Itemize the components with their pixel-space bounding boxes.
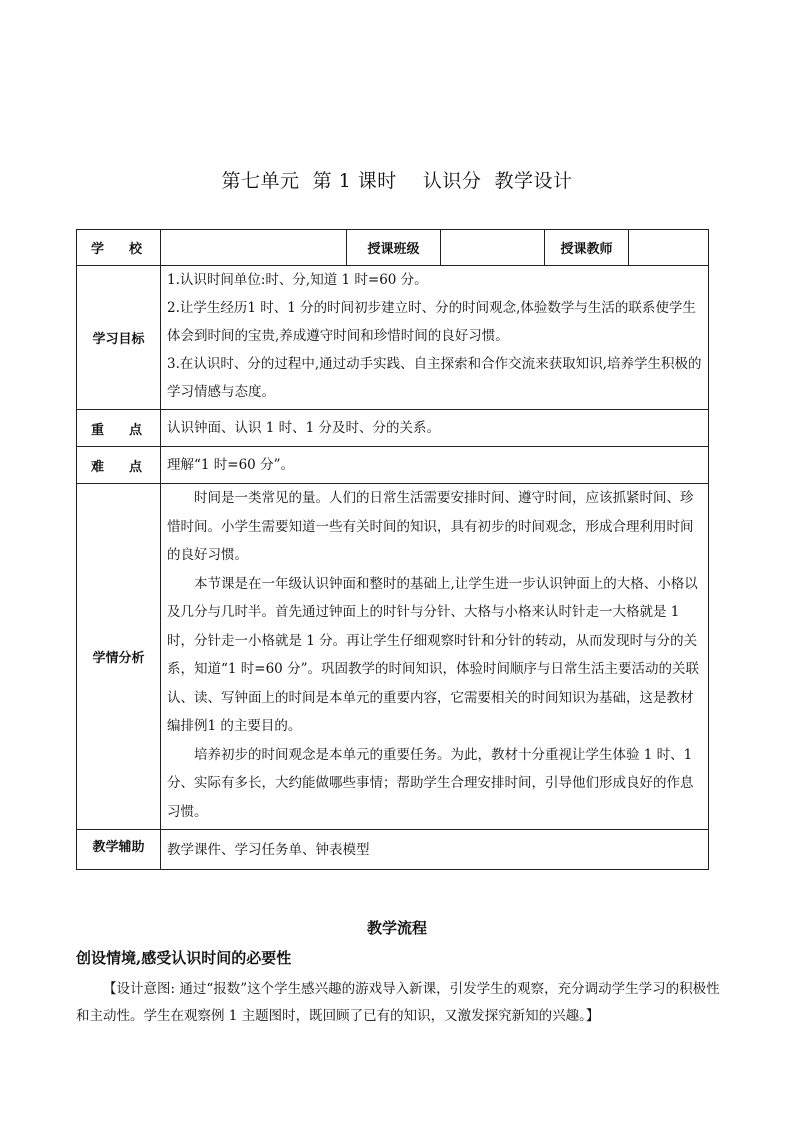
teaching-flow-title: 教学流程 — [366, 919, 427, 937]
aids-label: 教学辅助 — [77, 830, 161, 870]
key-point-label-a: 重 — [91, 422, 105, 438]
key-point-cell — [161, 410, 709, 447]
difficulty-label — [77, 456, 160, 475]
key-point-value: 认识钟面、认识 1 时、1 分及时、分的关系。 — [167, 420, 441, 436]
school-label — [77, 238, 160, 257]
goals-cell — [161, 266, 709, 410]
school-label-cell — [77, 230, 161, 266]
class-label: 授课班级 — [347, 230, 441, 266]
teacher-label: 授课教师 — [545, 230, 629, 266]
school-label-a: 学 — [91, 242, 105, 257]
analysis-paragraph: 时间是一类常见的量。人们的日常生活需要安排时间、遵守时间，应该抓紧时间、珍惜时间。小学生需要知道一些有关时间的知识，具有初步的时间观念，形成合理利用时间的良好习惯。 — [167, 490, 694, 563]
goal-item: 2.让学生经历1 时、1 分的时间初步建立时、分的时间观念,体验数学与生活的联系使学生体会到时间的宝贵,养成遵守时间和珍惜时间的良好习惯。 — [167, 300, 696, 344]
document-title: 第七单元 第 1 课时 认识分 教学设计 — [221, 170, 573, 192]
goal-item: 3.在认识时、分的过程中,通过动手实践、自主探索和合作交流来获取知识,培养学生积极的学习情感与态度。 — [167, 356, 702, 400]
aids-value: 教学课件、学习任务单、钟表模型 — [167, 841, 370, 858]
difficulty-row — [77, 447, 709, 484]
analysis-label: 学情分析 — [77, 484, 161, 830]
analysis-row — [77, 484, 709, 830]
difficulty-cell — [161, 447, 709, 484]
key-point-label-b: 点 — [128, 422, 142, 438]
difficulty-label-a: 难 — [91, 459, 105, 475]
aids-cell — [161, 830, 709, 870]
analysis-paragraph: 培养初步的时间观念是本单元的重要任务。为此，教材十分重视让学生体验 1 时、1 分、实际有多长，大约能做哪些事情；帮助学生合理安排时间，引导他们形成良好的作息习惯。 — [167, 746, 694, 820]
school-label-b: 校 — [128, 242, 142, 257]
class-value — [441, 230, 545, 266]
school-row — [77, 230, 709, 266]
analysis-paragraph: 本节课是在一年级认识钟面和整时的基础上,让学生进一步认识钟面上的大格、小格以及几分与几时半。首先通过钟面上的时针与分针、大格与小格来认时针走一大格就是 1 时，分针走一小格就是 1 分。再让学生仔细观察时针和分针的转动，从而发现时与分的关系，知道“1 时=60 分”。巩固教学的时间知识，体验时间顺序与日常生活主要活动的关联认、读、写钟面上的时间是本单元的重要内容，它需要相关的时间知识为基础，这是教材编排例1 的主要目的。 — [167, 575, 699, 734]
difficulty-label-b: 点 — [128, 459, 142, 475]
school-value — [161, 230, 347, 266]
lesson-info-table — [76, 229, 709, 870]
teacher-value — [629, 230, 709, 266]
goals-row — [77, 266, 709, 410]
goal-item: 1.认识时间单位:时、分,知道 1 时=60 分。 — [167, 272, 428, 288]
difficulty-label-cell — [77, 447, 161, 484]
key-point-label-cell — [77, 410, 161, 447]
key-point-row — [77, 410, 709, 447]
difficulty-value: 理解“1 时=60 分”。 — [167, 457, 294, 473]
aids-row — [77, 830, 709, 870]
analysis-cell — [161, 484, 709, 830]
design-intent: 【设计意图: 通过“报数”这个学生感兴趣的游戏导入新课，引发学生的观察，充分调动学生学习的积极性和主动性。学生在观察例 1 主题图时，既回顾了已有的知识，又激发探究新知的兴趣。】 — [76, 981, 720, 1024]
goals-label: 学习目标 — [77, 266, 161, 410]
key-point-label — [77, 419, 160, 438]
section-title: 创设情境,感受认识时间的必要性 — [76, 949, 292, 967]
